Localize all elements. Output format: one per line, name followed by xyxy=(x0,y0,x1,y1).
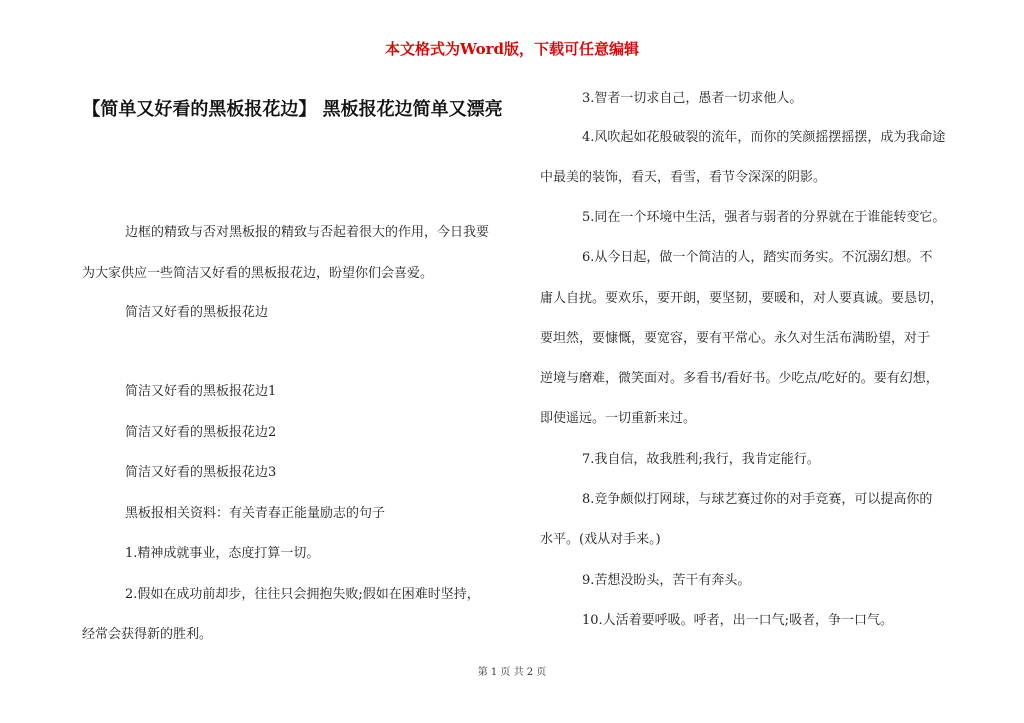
sentence-5: 5.同在一个环境中生活，强者与弱者的分界就在于谁能转变它。 xyxy=(582,210,946,225)
document-title: 【简单又好看的黑板报花边】 黑板报花边简单又漂亮 xyxy=(82,99,503,120)
sentence-2-line-1: 2.假如在成功前却步，往往只会拥抱失败;假如在困难时坚持， xyxy=(125,587,480,602)
border-item-2: 简洁又好看的黑板报花边2 xyxy=(125,425,277,440)
sentence-6-line-1: 6.从今日起，做一个简洁的人，踏实而务实。不沉溺幻想。不 xyxy=(582,250,933,265)
sentence-8-line-2: 水平。(戏从对手来。) xyxy=(540,532,661,547)
intro-line-1: 边框的精致与否对黑板报的精致与否起着很大的作用，今日我要 xyxy=(125,225,490,240)
sentence-6-line-2: 庸人自扰。要欢乐，要开朗，要坚韧，要暖和，对人要真诚。要恳切， xyxy=(540,291,944,306)
page-footer: 第 1 页 共 2 页 xyxy=(477,667,547,678)
intro-line-2: 为大家供应一些简洁又好看的黑板报花边，盼望你们会喜爱。 xyxy=(82,266,434,281)
section-heading: 简洁又好看的黑板报花边 xyxy=(125,305,269,320)
sentence-6-line-5: 即使遥远。一切重新来过。 xyxy=(540,411,697,426)
sentence-4-line-1: 4.风吹起如花般破裂的流年，而你的笑颜摇摆摇摆，成为我命途 xyxy=(582,130,946,145)
sentence-6-line-4: 逆境与磨难，微笑面对。多看书/看好书。少吃点/吃好的。要有幻想， xyxy=(540,371,939,386)
sentence-3: 3.智者一切求自己，愚者一切求他人。 xyxy=(582,91,803,106)
download-banner: 本文格式为Word版，下载可任意编辑 xyxy=(384,40,640,58)
sentence-10: 10.人活着要呼吸。呼者，出一口气;吸者，争一口气。 xyxy=(582,613,894,628)
related-heading: 黑板报相关资料：有关青春正能量励志的句子 xyxy=(125,506,386,521)
sentence-2-line-2: 经常会获得新的胜利。 xyxy=(82,627,213,642)
sentence-9: 9.苦想没盼头，苦干有奔头。 xyxy=(582,573,751,588)
border-item-3: 简洁又好看的黑板报花边3 xyxy=(125,465,277,480)
sentence-8-line-1: 8.竞争颇似打网球，与球艺赛过你的对手竞赛，可以提高你的 xyxy=(582,492,933,507)
sentence-6-line-3: 要坦然，要慷慨，要宽容，要有平常心。永久对生活布满盼望，对于 xyxy=(540,331,931,346)
sentence-4-line-2: 中最美的装饰，看天，看雪，看节令深深的阴影。 xyxy=(540,170,827,185)
border-item-1: 简洁又好看的黑板报花边1 xyxy=(125,384,277,399)
sentence-7: 7.我自信，故我胜利;我行，我肯定能行。 xyxy=(582,452,820,467)
sentence-1: 1.精神成就事业，态度打算一切。 xyxy=(125,546,320,561)
